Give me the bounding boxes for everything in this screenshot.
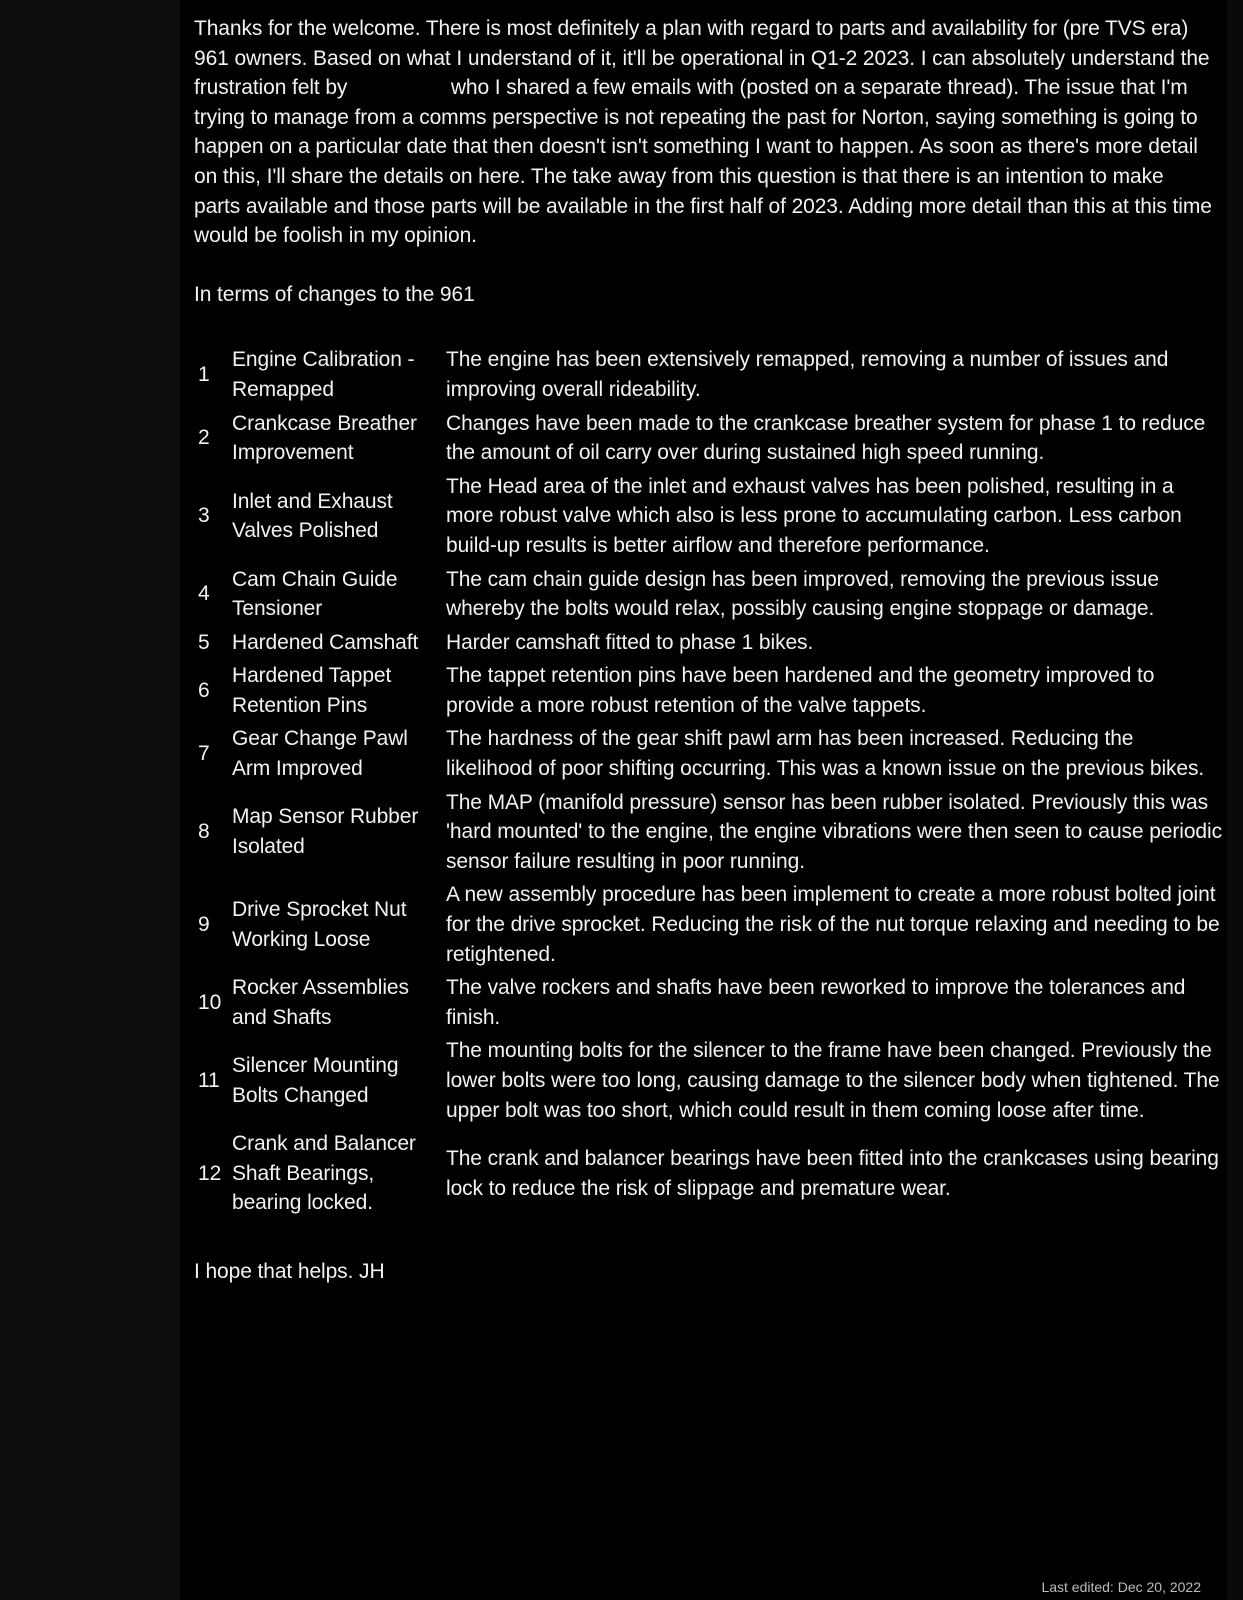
change-item: Inlet and Exhaust Valves Polished	[232, 489, 393, 543]
change-item: Crankcase Breather Improvement	[232, 411, 417, 465]
change-description: The cam chain guide design has been improved, removing the previous issue whereby the bolts would relax, possibly causing engine stoppage or damage.	[446, 567, 1159, 621]
table-row	[194, 470, 1224, 563]
table-row	[194, 786, 1224, 879]
change-number: 4	[198, 582, 210, 606]
change-description: The hardness of the gear shift pawl arm has been increased. Reducing the likelihood of poor shifting occurring. This was a known issue on the previous bikes.	[446, 727, 1205, 781]
change-item: Cam Chain Guide Tensioner	[232, 567, 398, 621]
table-row	[194, 626, 1224, 660]
table-row	[194, 659, 1224, 722]
post-closing: I hope that helps. JH	[194, 1259, 385, 1283]
table-row	[194, 971, 1224, 1034]
table-row	[194, 407, 1224, 470]
table-row	[194, 343, 1224, 406]
change-number: 5	[198, 630, 210, 654]
change-description: The crank and balancer bearings have been fitted into the crankcases using bearing lock to reduce the risk of slippage and premature wear.	[446, 1146, 1219, 1200]
scrollbar-track[interactable]	[1227, 0, 1243, 1600]
changes-table-body	[194, 343, 1224, 1220]
table-row	[194, 1127, 1224, 1220]
change-item: Hardened Tappet Retention Pins	[232, 664, 392, 717]
changes-table	[194, 343, 1224, 1220]
change-description: The valve rockers and shafts have been reworked to improve the tolerances and finish.	[446, 976, 1186, 1029]
post-body	[194, 14, 1224, 1287]
change-number: 6	[198, 679, 210, 703]
change-item: Rocker Assemblies and Shafts	[232, 976, 409, 1029]
change-description: The MAP (manifold pressure) sensor has been rubber isolated. Previously this was 'hard mounted' to the engine, the engine vibrations were then seen to cause periodic sensor failure resulting in poor running.	[446, 790, 1222, 873]
change-number: 1	[198, 363, 210, 387]
change-description: A new assembly procedure has been implement to create a more robust bolted joint for the drive sprocket. Reducing the risk of the nut torque relaxing and needing to be retightened.	[446, 883, 1220, 966]
intro-text-start: Thanks for the welcome. There is most definitely a plan with regard to parts and availability for (pre TVS era) 961 owners. Based on what I understand of it, it'll be operational in Q1-2 2023. I can absolutely understand the frustration felt by	[194, 17, 1210, 100]
change-number: 7	[198, 742, 210, 766]
change-number: 11	[198, 1069, 220, 1092]
last-edited-label: Last edited: Dec 20, 2022	[1041, 1579, 1201, 1595]
redacted-username	[353, 76, 445, 98]
table-row	[194, 563, 1224, 626]
user-sidebar	[0, 0, 180, 1600]
forum-post	[180, 0, 1227, 1600]
change-item: Silencer Mounting Bolts Changed	[232, 1054, 399, 1107]
change-item: Hardened Camshaft	[232, 630, 419, 654]
change-description: The engine has been extensively remapped, removing a number of issues and improving overall rideability.	[446, 348, 1169, 401]
change-item: Crank and Balancer Shaft Bearings, bearing locked.	[232, 1132, 416, 1215]
change-number: 8	[198, 820, 210, 844]
change-number: 2	[198, 426, 210, 450]
change-item: Map Sensor Rubber Isolated	[232, 805, 419, 859]
intro-text-end: who I shared a few emails with (posted on a separate thread). The issue that I'm trying to manage from a comms perspective is not repeating the past for Norton, saying something is going to happen on a particular date that then doesn't isn't something I want to happen. As soon as there's more detail on this, I'll share the details on here. The take away from this question is that there is an intention to make parts available and those parts will be available in the first half of 2023. Adding more detail than this at this time would be foolish in my opinion.	[194, 76, 1212, 248]
table-row	[194, 1034, 1224, 1127]
post-intro	[194, 14, 1214, 251]
change-number: 10	[198, 991, 222, 1015]
change-number: 9	[198, 913, 210, 937]
changes-lead: In terms of changes to the 961	[194, 282, 475, 306]
change-number: 12	[198, 1161, 222, 1185]
table-row	[194, 722, 1224, 785]
change-item: Engine Calibration - Remapped	[232, 348, 415, 401]
change-description: The Head area of the inlet and exhaust valves has been polished, resulting in a more robust valve which also is less prone to accumulating carbon. Less carbon build-up results is better airflow and therefore performance.	[446, 474, 1182, 557]
change-item: Drive Sprocket Nut Working Loose	[232, 898, 407, 951]
change-description: The mounting bolts for the silencer to the frame have been changed. Previously the lower bolts were too long, causing damage to the silencer body when tightened. The upper bolt was too short, which could result in them coming loose after time.	[446, 1039, 1220, 1122]
change-item: Gear Change Pawl Arm Improved	[232, 727, 408, 781]
change-number: 3	[198, 504, 210, 528]
table-row	[194, 878, 1224, 971]
change-description: Changes have been made to the crankcase breather system for phase 1 to reduce the amount of oil carry over during sustained high speed running.	[446, 411, 1206, 465]
change-description: The tappet retention pins have been hardened and the geometry improved to provide a more robust retention of the valve tappets.	[446, 664, 1155, 717]
change-description: Harder camshaft fitted to phase 1 bikes.	[446, 630, 814, 654]
